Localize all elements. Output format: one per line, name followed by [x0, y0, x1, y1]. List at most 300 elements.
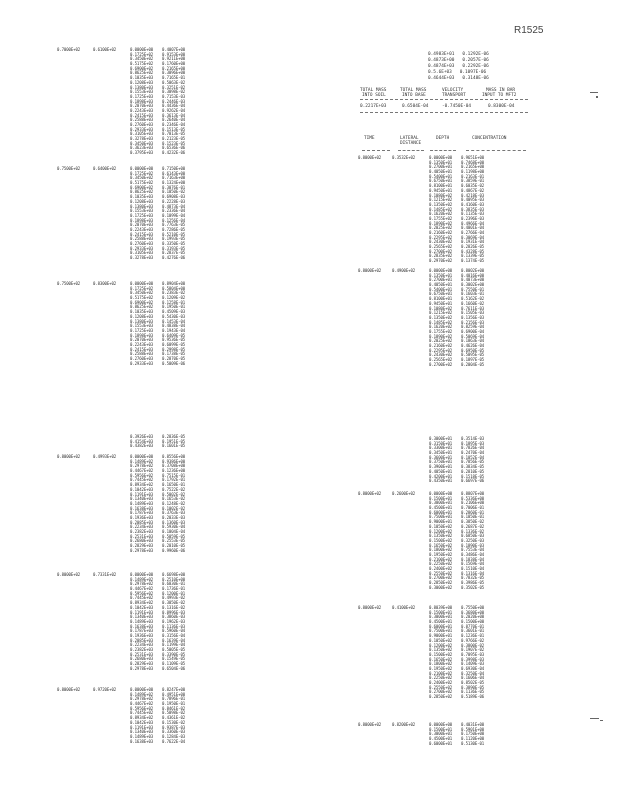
depth-value: 0.2070E+03: [130, 337, 154, 343]
concentration-value: 0.6099E-05: [162, 341, 186, 347]
concentration-value: 0.3251E-02: [162, 84, 186, 90]
depth-value: 0.5956E+02: [130, 590, 154, 596]
concentration-value: 0.1962E-03: [162, 618, 186, 624]
total-value: 0.4873E+00: [428, 58, 455, 63]
depth-value: 0.3450E+02: [130, 290, 154, 296]
data-block-ll0: [57, 435, 207, 449]
depth-value: 0.2760E+03: [130, 356, 154, 361]
data-block-ul2: [57, 167, 207, 261]
concentration-value: 0.9536E-05: [162, 337, 186, 343]
concentration-value: 0.7095E-03: [461, 651, 485, 657]
depth-value: 0.1725E+03: [130, 327, 154, 333]
depth-value: 0.2565E+02: [429, 357, 453, 363]
concentration-value: 0.7611E-03: [461, 305, 485, 311]
concentration-value: 0.1951E-05: [162, 438, 186, 444]
concentration-value: 0.1993E-05: [162, 236, 186, 242]
depth-value: 0.1191E+03: [130, 609, 154, 615]
concentration-value: 0.2123E-05: [162, 136, 186, 142]
depth-value: 0.6750E+01: [429, 178, 453, 184]
concentration-value: 0.2836E-05: [162, 434, 186, 439]
concentration-value: 0.8770E-01: [461, 623, 485, 629]
concentration-value: 0.1760E+00: [162, 61, 186, 67]
concentration-value: 0.5095E-05: [461, 352, 485, 358]
depth-value: 0.1350E+02: [429, 647, 453, 653]
depth-value: 0.1215E+02: [429, 310, 453, 316]
concentration-value: 0.1639E-04: [162, 637, 186, 643]
depth-value: 0.2978E+03: [130, 547, 154, 553]
depth-value: 0.5175E+02: [130, 61, 154, 67]
concentration-value: 0.4509E-03: [162, 309, 186, 315]
concentration-value: 0.7468E+00: [461, 159, 485, 165]
concentration-value: 0.6409E-05: [162, 332, 186, 338]
concentration-value: 0.1316E-02: [162, 604, 186, 610]
totals-row: [428, 58, 489, 63]
depth-value: 0.2415E+03: [130, 346, 154, 352]
concentration-value: 0.4160E-03: [461, 201, 485, 207]
depth-value: 0.2978E+02: [130, 463, 154, 469]
data-block-ul3: [57, 282, 207, 366]
concentration-value: 0.5059E-05: [162, 533, 186, 539]
total-value: 0.4644E+03: [428, 76, 455, 81]
concentration-value: 0.3390E-05: [162, 651, 186, 657]
concentration-value: 0.2510E+00: [162, 576, 186, 582]
depth-value: 0.1208E+03: [130, 79, 154, 85]
concentration-value: 0.4867E-02: [461, 187, 485, 193]
concentration-value: 0.6030E-01: [162, 581, 186, 587]
concentration-value: 0.2640E-04: [162, 117, 186, 123]
concentration-value: 0.9262E-04: [162, 107, 186, 113]
concentration-value: 0.1050E-01: [461, 514, 485, 520]
depth-value: 0.2978E+02: [130, 696, 154, 702]
depth-value: 0.3900E+01: [429, 464, 453, 470]
depth-value: 0.3926E+03: [130, 434, 154, 439]
depth-value: 0.8625E+02: [130, 189, 154, 195]
table-header-distance: DISTANCE: [400, 141, 422, 146]
concentration-value: 0.4218E-03: [461, 192, 485, 198]
concentration-value: 0.1284E-03: [162, 733, 186, 739]
total-value: 0.2057E-06: [462, 58, 489, 63]
depth-value: 0.0000E+00: [130, 166, 154, 171]
concentration-value: 0.1209E-02: [162, 295, 186, 301]
depth-value: 0.2250E+02: [429, 675, 453, 681]
depth-value: 0.2160E+02: [429, 230, 453, 235]
depth-value: 0.2243E+03: [130, 341, 154, 347]
depth-value: 0.1350E+02: [429, 314, 453, 320]
concentration-value: 0.2687E-02: [461, 523, 485, 529]
depth-value: 0.2085E+03: [130, 637, 154, 643]
concentration-value: 0.4016E+00: [461, 272, 485, 278]
concentration-value: 0.9766E-02: [461, 637, 485, 643]
concentration-value: 0.6698E+00: [162, 572, 186, 577]
concentration-value: 0.1530E-02: [162, 719, 186, 725]
depth-value: 0.2234E+03: [130, 642, 154, 648]
depth-value: 0.6000E+01: [429, 509, 453, 515]
concentration-value: 0.2004E-05: [461, 361, 485, 367]
depth-value: 0.9450E+01: [429, 300, 453, 306]
depth-value: 0.1035E+03: [130, 194, 154, 200]
depth-value: 0.1380E+03: [130, 84, 154, 90]
concentration-value: 0.1897E-05: [461, 357, 485, 363]
concentration-value: 0.1360E-03: [162, 519, 186, 525]
scan-mark: [600, 720, 603, 721]
distance-value: 0.4993E+02: [93, 454, 117, 459]
table-row: [57, 740, 207, 745]
total-value: 0.2292E-06: [462, 64, 489, 69]
divider: [360, 99, 528, 100]
concentration-value: 0.1606E-04: [461, 675, 485, 681]
concentration-value: 0.2165E+00: [162, 65, 186, 71]
depth-value: 0.2978E+03: [130, 665, 154, 671]
depth-value: 0.1936E+03: [130, 632, 154, 638]
concentration-value: 0.1136E-05: [461, 689, 485, 695]
concentration-value: 0.1549E-05: [162, 656, 186, 662]
concentration-value: 0.1004E-04: [162, 529, 186, 534]
depth-value: 0.6750E+01: [429, 291, 453, 297]
concentration-value: 0.6536E-06: [162, 145, 186, 151]
distance-value: 0.6100E+02: [93, 47, 117, 52]
depth-value: 0.3105E+03: [130, 131, 154, 137]
concentration-value: 0.4966E-04: [461, 220, 485, 226]
depth-value: 0.2400E+02: [429, 566, 453, 571]
concentration-value: 0.3613E-04: [162, 112, 186, 118]
concentration-value: 0.1099E-04: [162, 212, 186, 218]
depth-value: 0.4467E+02: [130, 701, 154, 707]
concentration-value: 0.3859E-01: [461, 178, 485, 184]
concentration-value: 0.4873E-04: [162, 203, 186, 209]
depth-value: 0.2970E+02: [429, 258, 453, 264]
time-value: 0.8000E+02: [57, 454, 81, 459]
concentration-value: 0.1950E-01: [162, 304, 186, 310]
depth-value: 0.2025E+02: [429, 225, 453, 231]
data-block-lr1: [358, 492, 508, 590]
depth-value: 0.8934E+02: [130, 715, 154, 721]
concentration-value: 0.6850E-03: [461, 533, 485, 539]
depth-value: 0.8625E+02: [130, 70, 154, 76]
total-value: 0.4874E+03: [428, 64, 455, 69]
depth-value: 0.0000E+00: [130, 281, 154, 286]
depth-value: 0.8100E+01: [429, 296, 453, 302]
mass-value: 0.8300E-04: [488, 104, 515, 109]
depth-value: 0.2382E+03: [130, 529, 154, 534]
depth-value: 0.1950E+02: [429, 665, 453, 671]
depth-value: 0.2243E+03: [130, 107, 154, 113]
time-value: 0.8000E+02: [358, 268, 382, 273]
concentration-value: 0.9651E+00: [461, 155, 485, 160]
depth-value: 0.5400E+01: [429, 286, 453, 292]
concentration-value: 0.1603E-01: [461, 291, 485, 297]
distance-value: 0.8200E+02: [392, 722, 416, 727]
depth-value: 0.1340E+03: [130, 729, 154, 735]
distance-value: 0.2600E+02: [392, 491, 416, 496]
total-value: 0.4983E+01: [428, 52, 455, 57]
depth-value: 0.1485E+02: [429, 319, 453, 325]
data-block-lr3: [358, 723, 508, 746]
time-value: 0.8000E+02: [358, 722, 382, 727]
concentration-value: 0.3156E-04: [162, 632, 186, 638]
total-value: 0.5.6E+03: [428, 70, 452, 75]
concentration-value: 0.3860E-03: [162, 614, 186, 620]
depth-value: 0.6900E+02: [130, 184, 154, 190]
concentration-value: 0.5430E-03: [162, 313, 186, 319]
time-value: 0.7000E+02: [57, 47, 81, 52]
depth-value: 0.2415E+03: [130, 231, 154, 237]
depth-value: 0.1725E+02: [130, 51, 154, 57]
time-value: 0.8000E+02: [358, 155, 382, 160]
concentration-value: 0.1569E-04: [461, 561, 485, 567]
table-row: [358, 479, 508, 484]
depth-value: 0.1725E+02: [130, 170, 154, 176]
depth-value: 0.1500E+01: [429, 726, 453, 732]
concentration-value: 0.2106E+00: [461, 500, 485, 506]
depth-value: 0.2430E+02: [429, 239, 453, 245]
concentration-value: 0.1943E-04: [162, 327, 186, 333]
depth-value: 0.8100E+01: [429, 183, 453, 189]
concentration-value: 0.7826E-04: [461, 445, 485, 451]
depth-value: 0.2588E+03: [130, 117, 154, 123]
depth-value: 0.3150E+01: [429, 440, 453, 446]
depth-value: 0.3623E+03: [130, 145, 154, 151]
concentration-value: 0.1356E-03: [461, 314, 485, 320]
concentration-value: 0.1523E-05: [162, 140, 186, 146]
concentration-value: 0.1052E-04: [461, 454, 485, 460]
distance-value: 0.6400E+02: [93, 166, 117, 171]
depth-value: 0.2531E+03: [130, 533, 154, 539]
concentration-value: 0.1650E-01: [162, 482, 186, 488]
depth-value: 0.1035E+03: [130, 75, 154, 81]
depth-value: 0.6000E+01: [429, 740, 453, 746]
depth-value: 0.1489E+02: [130, 458, 154, 464]
total-value: 0.1292E-06: [462, 52, 489, 57]
depth-value: 0.8625E+02: [130, 304, 154, 310]
depth-value: 0.1350E+01: [429, 272, 453, 278]
concentration-value: 0.7163E+00: [162, 175, 186, 181]
depth-value: 0.1042E+03: [130, 719, 154, 725]
depth-value: 0.6900E+02: [130, 65, 154, 71]
concentration-value: 0.3250E-04: [461, 670, 485, 676]
totals-row: [428, 76, 489, 81]
divider: [430, 150, 456, 151]
depth-value: 0.2933E+03: [130, 245, 154, 251]
concentration-value: 0.7522E-02: [162, 486, 186, 492]
depth-value: 0.0000E+00: [130, 454, 154, 459]
concentration-value: 0.5930E-04: [162, 524, 186, 530]
mass-col-sublabel: INTO SOIL: [362, 93, 386, 98]
data-block-lr0: [358, 437, 508, 484]
concentration-value: 0.2826E-05: [461, 244, 485, 250]
concentration-value: 0.3800E-02: [461, 642, 485, 648]
depth-value: 0.2234E+03: [130, 524, 154, 530]
concentration-value: 0.1510E-04: [461, 566, 485, 571]
depth-value: 0.3000E+01: [429, 731, 453, 737]
depth-value: 0.1725E+03: [130, 93, 154, 99]
concentration-value: 0.2163E-01: [461, 173, 485, 179]
depth-value: 0.1350E+02: [429, 201, 453, 207]
depth-value: 0.1050E+02: [429, 523, 453, 529]
depth-value: 0.1725E+03: [130, 212, 154, 218]
concentration-value: 0.8807E+00: [461, 491, 485, 496]
scan-mark: [590, 718, 599, 719]
concentration-value: 0.2998E-05: [162, 346, 186, 352]
concentration-value: 0.1136E-03: [162, 623, 186, 629]
concentration-value: 0.3350E-05: [162, 241, 186, 246]
depth-value: 0.2760E+03: [130, 122, 154, 127]
depth-value: 0.4467E+02: [130, 468, 154, 474]
depth-value: 0.2829E+03: [130, 543, 154, 549]
concentration-value: 0.4838E-04: [162, 323, 186, 329]
concentration-value: 0.1199E-04: [162, 642, 186, 648]
table-row: [57, 444, 207, 449]
depth-value: 0.1489E+02: [130, 691, 154, 697]
depth-value: 0.7500E+01: [429, 628, 453, 634]
depth-value: 0.1620E+02: [429, 324, 453, 330]
depth-value: 0.1485E+02: [429, 206, 453, 212]
depth-value: 0.1489E+03: [130, 618, 154, 624]
concentration-value: 0.1931E-04: [461, 239, 485, 245]
depth-value: 0.9000E+01: [429, 633, 453, 639]
concentration-value: 0.4001E-04: [461, 225, 485, 231]
depth-value: 0.1553E+03: [130, 208, 154, 214]
concentration-value: 0.5162E-02: [461, 296, 485, 302]
concentration-value: 0.3069E-04: [461, 234, 485, 240]
concentration-value: 0.1200E-01: [162, 590, 186, 596]
concentration-value: 0.1336E-02: [461, 528, 485, 534]
depth-value: 0.2025E+02: [429, 338, 453, 344]
concentration-value: 0.4232E-06: [162, 150, 186, 156]
concentration-value: 0.3002E+00: [461, 282, 485, 288]
concentration-value: 0.3835E-03: [461, 206, 485, 212]
concentration-value: 0.8996E-03: [162, 609, 186, 615]
depth-value: 0.4500E+01: [429, 505, 453, 511]
depth-value: 0.0000E+00: [429, 491, 453, 496]
concentration-value: 0.3514E-03: [461, 436, 485, 441]
data-block-ll1: [57, 455, 207, 553]
concentration-value: 0.1324E+00: [162, 180, 186, 186]
concentration-value: 0.9153E+00: [162, 51, 186, 57]
depth-value: 0.9000E+01: [429, 519, 453, 525]
concentration-value: 0.5005E-05: [162, 647, 186, 652]
depth-value: 0.4500E+01: [429, 736, 453, 742]
concentration-value: 0.5804E+00: [162, 285, 186, 291]
depth-value: 0.1950E+02: [429, 551, 453, 557]
depth-value: 0.3000E+02: [429, 584, 453, 590]
totals-row: [428, 52, 489, 57]
concentration-value: 0.4361E-02: [162, 715, 186, 721]
concentration-value: 0.5098E-02: [162, 710, 186, 716]
depth-value: 0.1800E+02: [429, 661, 453, 667]
depth-value: 0.3000E+01: [429, 614, 453, 620]
concentration-value: 0.1109E-05: [162, 661, 186, 667]
concentration-value: 0.3502E-05: [461, 584, 485, 590]
concentration-value: 0.1513E-05: [162, 126, 186, 132]
data-block-ll3: [57, 688, 207, 744]
table-header-time: TIME: [364, 136, 375, 141]
concentration-value: 0.8002E+00: [461, 268, 485, 273]
depth-value: 0.1200E+02: [429, 528, 453, 534]
concentration-value: 0.1198E+00: [461, 169, 485, 175]
depth-value: 0.1350E+01: [429, 159, 453, 165]
depth-value: 0.1638E+03: [130, 623, 154, 629]
depth-value: 0.1936E+03: [130, 514, 154, 520]
depth-value: 0.4050E+01: [429, 169, 453, 175]
concentration-value: 0.6930E-04: [461, 665, 485, 671]
depth-value: 0.0000E+00: [130, 47, 154, 52]
depth-value: 0.3450E+03: [130, 140, 154, 146]
depth-value: 0.1500E+02: [429, 651, 453, 657]
concentration-value: 0.2553E-05: [162, 538, 186, 544]
concentration-value: 0.4951E+00: [162, 691, 186, 697]
concentration-value: 0.6900E-04: [461, 328, 485, 334]
depth-value: 0.2070E+03: [130, 222, 154, 228]
concentration-value: 0.9960E-06: [162, 547, 186, 553]
concentration-value: 0.1120E+00: [461, 736, 485, 742]
depth-value: 0.2829E+03: [130, 661, 154, 667]
depth-value: 0.3278E+03: [130, 255, 154, 261]
concentration-value: 0.9386E+00: [162, 458, 186, 464]
mass-col-label: TOTAL MASS: [400, 88, 427, 93]
concentration-value: 0.4031E+00: [461, 722, 485, 727]
concentration-value: 0.1907E-02: [461, 647, 485, 653]
depth-value: 0.2415E+03: [130, 112, 154, 118]
depth-value: 0.1200E+02: [429, 642, 453, 648]
depth-value: 0.3795E+03: [130, 150, 154, 156]
depth-value: 0.1208E+03: [130, 198, 154, 204]
concentration-value: 0.5009E-06: [162, 360, 186, 366]
table-row: [57, 151, 207, 156]
depth-value: 0.2700E+02: [429, 361, 453, 367]
concentration-value: 0.5002E-02: [162, 491, 186, 497]
depth-value: 0.5175E+02: [130, 180, 154, 186]
concentration-value: 0.5210E-05: [162, 231, 186, 237]
concentration-value: 0.7153E-03: [162, 93, 186, 99]
concentration-value: 0.1409E-03: [461, 661, 485, 667]
depth-value: 0.2680E+03: [130, 538, 154, 544]
depth-value: 0.2680E+03: [130, 656, 154, 662]
concentration-value: 0.5063E-02: [162, 79, 186, 85]
mass-col-label: MASS IN BAR: [486, 88, 516, 93]
depth-value: 0.1725E+02: [130, 285, 154, 291]
concentration-value: 0.1339E-05: [461, 253, 485, 259]
depth-value: 0.2700E+01: [429, 277, 453, 283]
concentration-value: 0.3486E-04: [461, 551, 485, 557]
concentration-value: 0.7286E-05: [162, 226, 186, 232]
depth-value: 0.2700E+02: [429, 575, 453, 581]
table-row: [358, 742, 508, 747]
concentration-value: 0.3680E+00: [461, 609, 485, 615]
depth-value: 0.2100E+02: [429, 556, 453, 562]
concentration-value: 0.1258E-01: [162, 299, 186, 305]
concentration-value: 0.6504E-06: [162, 665, 186, 671]
depth-value: 0.1050E+02: [429, 637, 453, 643]
depth-value: 0.1553E+03: [130, 89, 154, 95]
distance-value: 0.9720E+02: [93, 687, 117, 692]
concentration-value: 0.6908E-03: [162, 194, 186, 200]
concentration-value: 0.1653E-02: [162, 496, 186, 502]
depth-value: 0.4467E+02: [130, 586, 154, 592]
concentration-value: 0.2010E-05: [162, 543, 186, 549]
concentration-value: 0.2346E-04: [162, 122, 186, 127]
concentration-value: 0.3601E-01: [461, 628, 485, 634]
depth-value: 0.2550E+02: [429, 570, 453, 576]
depth-value: 0.4050E+01: [429, 468, 453, 474]
table-row: [358, 695, 508, 700]
concentration-value: 0.6950E-05: [461, 347, 485, 353]
depth-value: 0.7445E+02: [130, 710, 154, 716]
depth-value: 0.3000E+01: [429, 500, 453, 506]
depth-value: 0.2978E+02: [130, 581, 154, 587]
concentration-value: 0.1601E-05: [162, 443, 186, 449]
concentration-value: 0.1135E-03: [461, 211, 485, 217]
concentration-value: 0.2870E-05: [162, 356, 186, 361]
